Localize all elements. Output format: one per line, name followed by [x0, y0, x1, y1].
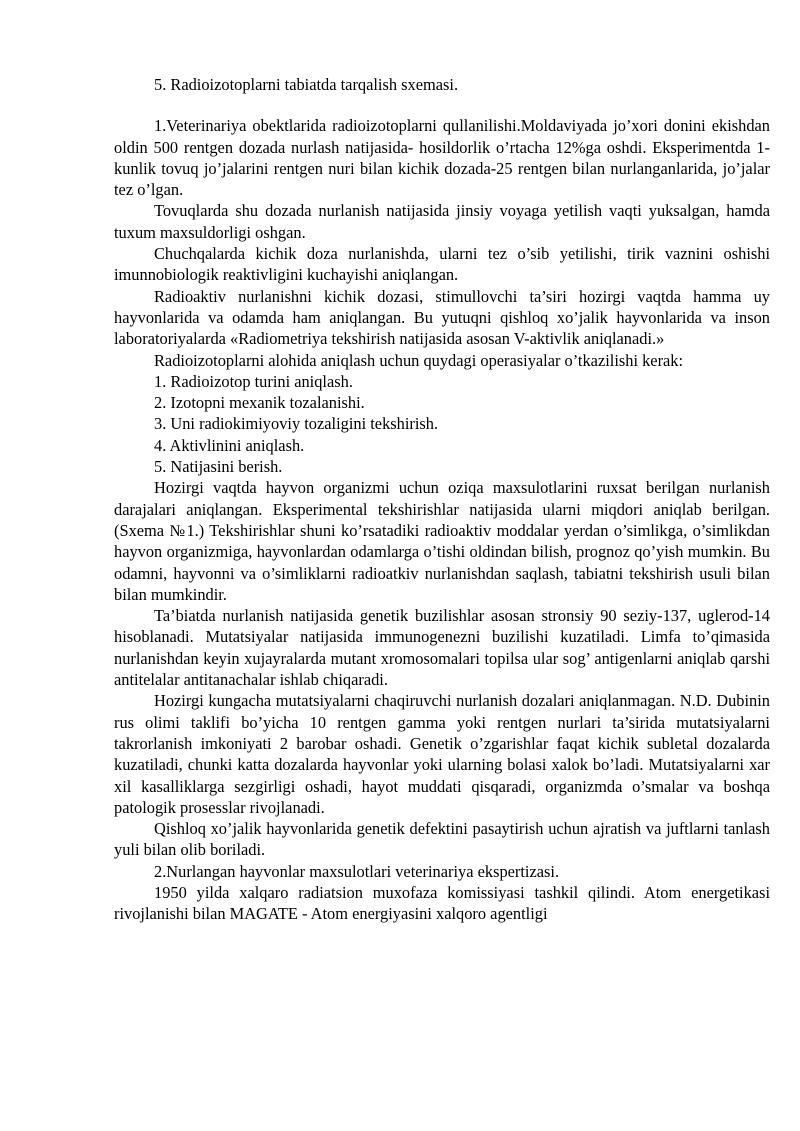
list-item: 2. Izotopni mexanik tozalanishi.: [154, 393, 365, 413]
list-item: 5. Natijasini berish.: [154, 457, 283, 477]
paragraph: Radioaktiv nurlanishni kichik dozasi, stimullovchi ta’siri hozirgi vaqtda hamma uy hayvonlarida va odamda ham aniqlangan. Bu yutuqni qishloq xo’jalik hayvonlarida va inson laboratoriyalarda «Radiometriya tekshirish natijasida asosan V-aktivlik aniqlanadi.»: [114, 286, 770, 349]
section-heading: 5. Radioizotoplarni tabiatda tarqalish sxemasi.: [154, 75, 459, 94]
list-item: 4. Aktivlinini aniqlash.: [154, 435, 305, 455]
paragraph: Hozirgi vaqtda hayvon organizmi uchun oziqa maxsulotlarini ruxsat berilgan nurlanish darajalari aniqlangan. Eksperimental tekshirishlar natijasida ularni miqdori aniqlab berilgan. (Sxema №1.) Tekshirishlar shuni ko’rsatadiki radioaktiv moddalar yerdan o’simlikga, o’simlikdan hayvon organizmiga, hayvonlardan odamlarga o’tishi oldindan bilish, prognoz qo’yish mumkin. Bu odamni, hayvonni va o’simliklarni radioatkiv nurlanishdan saqlash, tabiatni tekshirish usuli bilan bilan mumkindir.: [114, 478, 770, 604]
paragraph: Qishloq xo’jalik hayvonlarida genetik defektini pasaytirish uchun ajratish va juftlarni tanlash yuli bilan olib boriladi.: [114, 819, 770, 860]
document-page: [114, 74, 770, 925]
paragraph: Radioizotoplarni alohida aniqlash uchun quydagi operasiyalar o’tkazilishi kerak:: [154, 350, 684, 370]
list-item: 3. Uni radiokimiyoviy tozaligini tekshirish.: [154, 414, 439, 434]
paragraph: Chuchqalarda kichik doza nurlanishda, ularni tez o’sib yetilishi, tirik vaznini oshishi imunnobiologik reaktivligini kuchayishi aniqlangan.: [114, 244, 770, 285]
paragraph: Hozirgi kungacha mutatsiyalarni chaqiruvchi nurlanish dozalari aniqlanmagan. N.D. Dubinin rus olimi taklifi bo’yicha 10 rentgen gamma yoki rentgen nurlari ta’sirida mutatsiyalarni takrorlanish imkoniyati 2 barobar oshadi. Genetik o’zgarishlar faqat kichik subletal dozalarda kuzatiladi, chunki katta dozalarda hayvonlar yoki ularning bolasi xalok bo’ladi. Mutatsiyalarni xar xil kasalliklarga sezgirligi oshadi, hayot muddati qisqaradi, organizmda o’smalar va boshqa patologik prosesslar rivojlanadi.: [114, 691, 770, 817]
subsection-heading: 2.Nurlangan hayvonlar maxsulotlari veterinariya ekspertizasi.: [154, 861, 560, 881]
paragraph: Tovuqlarda shu dozada nurlanish natijasida jinsiy voyaga yetilish vaqti yuksalgan, hamda tuxum maxsuldorligi oshgan.: [114, 201, 770, 242]
paragraph: Ta’biatda nurlanish natijasida genetik buzilishlar asosan stronsiy 90 seziy-137, uglerod-14 hisoblanadi. Mutatsiyalar natijasida immunogenezni buzilishi kuzatiladi. Limfa to’qimasida nurlanishdan keyin xujayralarda mutant xromosomalari topilsa ular sog’ antigenlarni aniqlab qarshi antitelalar antitanachalar ishlab chiqaradi.: [114, 606, 770, 690]
steps-list: [114, 371, 770, 477]
paragraph: 1.Veterinariya obektlarida radioizotoplarni qullanilishi.Moldaviyada jo’xori donini ekishdan oldin 500 rentgen dozada nurlash natijasida- hosildorlik o’rtacha 12%ga oshdi. Eksperimentda 1-kunlik tovuq jo’jalarini rentgen nuri bilan kichik dozada-25 rentgen bilan nurlanganlarida, jo’jalar tez o’lgan.: [114, 116, 770, 200]
list-item: 1. Radioizotop turini aniqlash.: [154, 371, 353, 391]
paragraph: 1950 yilda xalqaro radiatsion muxofaza komissiyasi tashkil qilindi. Atom energetikasi rivojlanishi bilan MAGATE - Atom energiyasini xalqoro agentligi: [114, 882, 770, 924]
